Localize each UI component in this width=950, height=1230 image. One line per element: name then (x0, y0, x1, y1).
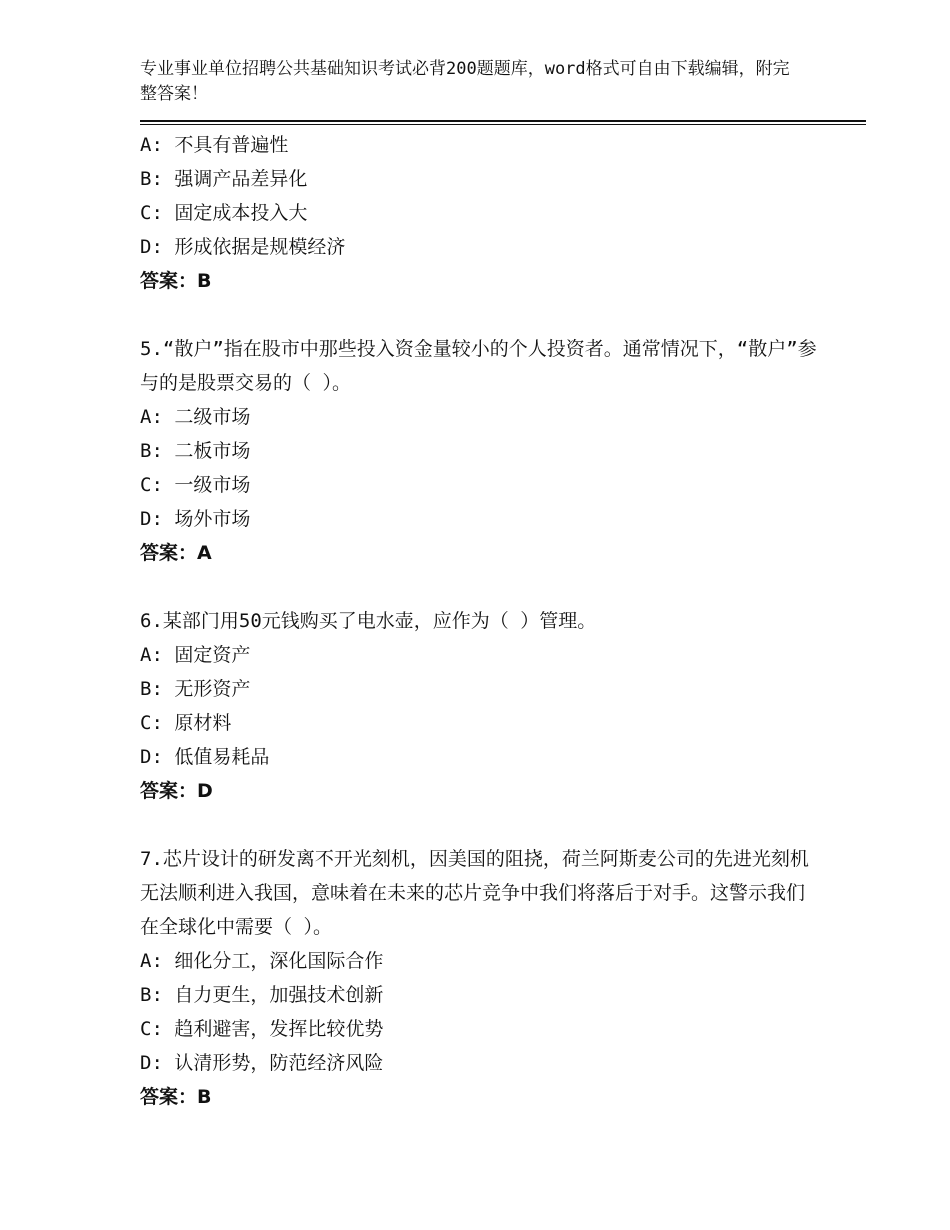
option-a: A: 固定资产 (140, 644, 251, 666)
header-rule-thick (140, 120, 866, 122)
answer-line: 答案：B (140, 1086, 212, 1108)
answer-line: 答案：A (140, 542, 212, 564)
option-a: A: 不具有普遍性 (140, 134, 289, 156)
question-6 (140, 604, 820, 808)
option-c: C: 一级市场 (140, 474, 251, 496)
question-stem: 6.某部门用50元钱购买了电水壶，应作为（ ）管理。 (140, 610, 597, 632)
option-c: C: 趋利避害，发挥比较优势 (140, 1018, 384, 1040)
answer-line: 答案：D (140, 780, 213, 802)
option-c: C: 原材料 (140, 712, 232, 734)
question-list (140, 128, 820, 1114)
answer-line: 答案：B (140, 270, 212, 292)
question-stem: 7.芯片设计的研发离不开光刻机，因美国的阻挠，荷兰阿斯麦公司的先进光刻机无法顺利进入我国，意味着在未来的芯片竞争中我们将落后于对手。这警示我们在全球化中需要（ ）。 (140, 848, 809, 938)
option-a: A: 二级市场 (140, 406, 251, 428)
option-b: B: 二板市场 (140, 440, 251, 462)
header-rule-thin (140, 124, 866, 125)
header-title: 专业事业单位招聘公共基础知识考试必背200题题库，word格式可自由下载编辑，附完整答案！ (140, 59, 790, 104)
question-4 (140, 128, 820, 298)
option-a: A: 细化分工，深化国际合作 (140, 950, 384, 972)
option-b: B: 自力更生，加强技术创新 (140, 984, 384, 1006)
option-d: D: 场外市场 (140, 508, 251, 530)
option-d: D: 认清形势，防范经济风险 (140, 1052, 384, 1074)
document-header (140, 57, 800, 107)
question-stem: 5.“散户”指在股市中那些投入资金量较小的个人投资者。通常情况下，“散户”参与的是股票交易的（ ）。 (140, 338, 817, 394)
option-d: D: 形成依据是规模经济 (140, 236, 346, 258)
option-b: B: 无形资产 (140, 678, 251, 700)
question-7 (140, 842, 820, 1114)
option-b: B: 强调产品差异化 (140, 168, 308, 190)
option-c: C: 固定成本投入大 (140, 202, 308, 224)
question-5 (140, 332, 820, 570)
option-d: D: 低值易耗品 (140, 746, 270, 768)
